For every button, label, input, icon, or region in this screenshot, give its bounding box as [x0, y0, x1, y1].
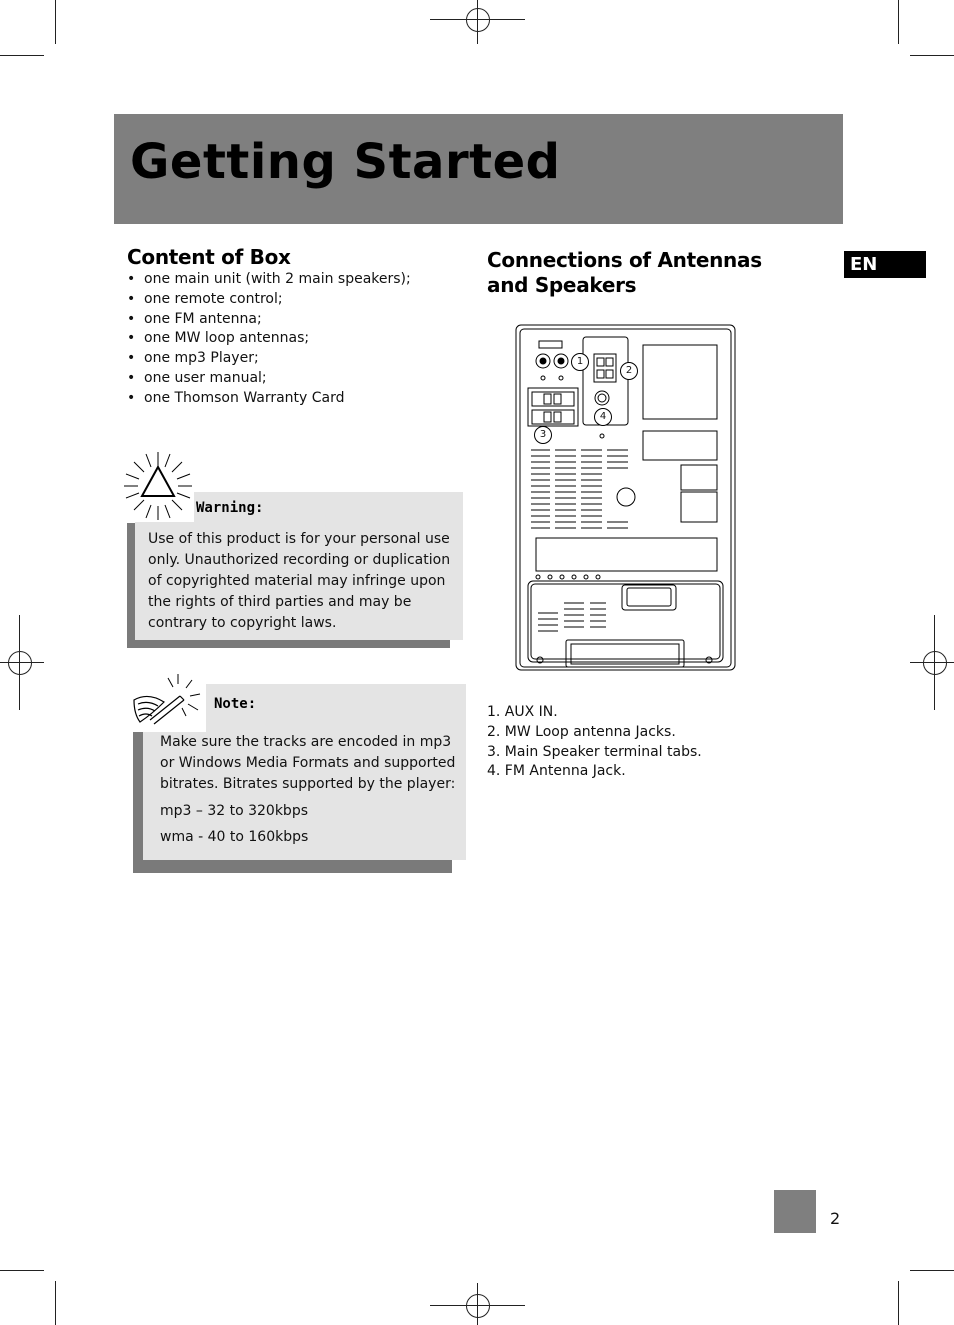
note-wma-line: wma - 40 to 160kbps	[160, 829, 309, 845]
legend-item: 2. MW Loop antenna Jacks.	[487, 723, 676, 740]
callout-number: 2	[620, 362, 638, 380]
callout-number: 4	[594, 408, 612, 426]
list-item: • one main unit (with 2 main speakers);	[127, 270, 457, 290]
note-paragraph: Make sure the tracks are encoded in mp3 or Windows Media Formats and supported bitrates. Bitrates supported by the player:	[160, 734, 456, 792]
legend-item: 1. AUX IN.	[487, 704, 558, 720]
page-number-tab	[774, 1190, 816, 1233]
content-of-box-title: Content of Box	[127, 245, 291, 269]
rear-panel-diagram	[514, 322, 739, 674]
language-badge: EN	[844, 251, 926, 278]
page-title: Getting Started	[130, 134, 561, 190]
legend-item: 4. FM Antenna Jack.	[487, 763, 626, 780]
warning-triangle-icon	[122, 450, 194, 522]
callout-number: 1	[571, 353, 589, 371]
callout-number: 3	[534, 426, 552, 444]
note-text	[160, 732, 460, 848]
warning-text: Use of this product is for your personal use only. Unauthorized recording or duplication of copyrighted material may infringe upon the rights of third parties and may be contrary to copyright laws.	[148, 531, 451, 631]
page-number: 2	[830, 1209, 841, 1228]
warning-heading: Warning:	[196, 500, 264, 516]
list-item: • one Thomson Warranty Card	[127, 389, 457, 409]
connections-legend	[487, 703, 702, 782]
list-item: • one remote control;	[127, 290, 457, 310]
connections-title: Connections of Antennas and Speakers	[487, 248, 762, 297]
note-mp3-line: mp3 – 32 to 320kbps	[160, 803, 308, 819]
list-item: • one user manual;	[127, 369, 457, 389]
note-heading: Note:	[214, 696, 257, 712]
list-item: • one FM antenna;	[127, 310, 457, 330]
content-of-box-list	[127, 270, 457, 409]
list-item: • one mp3 Player;	[127, 349, 457, 369]
legend-item: 3. Main Speaker terminal tabs.	[487, 743, 702, 760]
header-band	[114, 114, 843, 224]
list-item: • one MW loop antennas;	[127, 329, 457, 349]
note-pencil-icon	[128, 670, 206, 732]
